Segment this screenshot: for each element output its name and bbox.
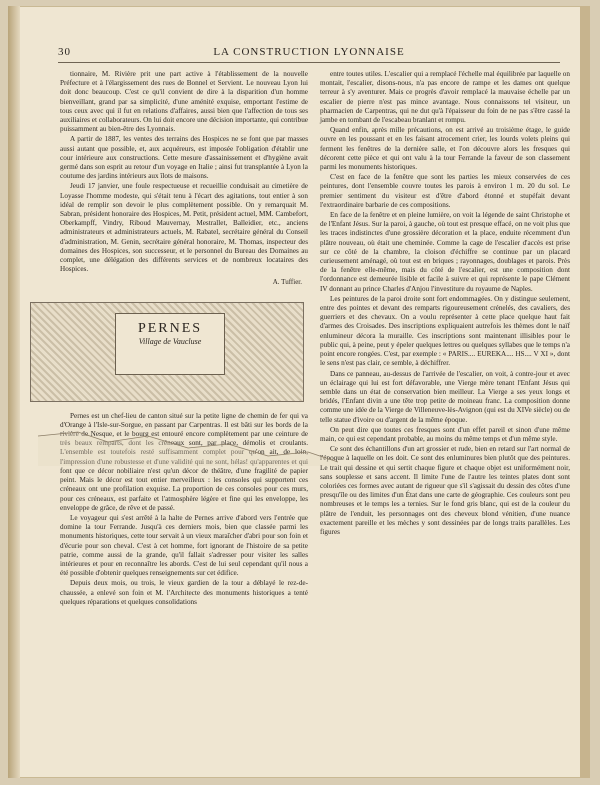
- paragraph: On peut dire que toutes ces fresques sont d'un effet pareil et sinon d'une même main, ce qui est cependant probable, au moins du même temps et d'un même style.: [320, 425, 570, 443]
- page-number: 30: [58, 46, 71, 58]
- paragraph: C'est en face de la fenêtre que sont les parties les mieux conservées de ces peintures, dont l'ensemble couvre toutes les parois à environ 1 m. 20 du sol. Le premier sentiment du visiteur est d'être d'abord étonné et stupéfait devant l'extraordinaire barbarie de ces compositions.: [320, 173, 570, 209]
- paragraph: entre toutes utiles. L'escalier qui a remplacé l'échelle mal équilibrée par laquelle on montait, l'escalier, disons-nous, n'a pas encore de rampe et les dames ont quelque terreur à s'y aventurer. Mais ce progrès d'avoir remplacé la mauvaise échelle par un escalier de pierre n'est pas mince avantage. Nous connaissons tel visiteur, un pharmacien de Carpentras, qui ne dut qu'à l'épaisseur du foin de ne pas s'être cassé la jambe en tombant de l'escabeau branlant et rompu.: [320, 70, 570, 125]
- newspaper-page: [8, 6, 590, 778]
- paragraph: tionnaire, M. Rivière prit une part active à l'établissement de la nouvelle Préfecture et à l'élargissement des rues de Bonnel et Servient. Le nouveau Lyon lui doit donc beaucoup. C'est ce qu'il convient de dire à la disparition d'un homme bienveillant, grand par sa simplicité, d'une aménité exquise, emportant l'estime de tous ceux avec qui il fut en relations d'affaires, aussi bien que l'affection de tous ses auxiliaires et collaborateurs. On lui doit encore une décision importante, qui contribue puissamment au bien-être des Lyonnais.: [60, 70, 308, 134]
- paragraph: Jeudi 17 janvier, une foule respectueuse et recueillie conduisait au cimetière de Loyasse l'homme modeste, qui s'était tenu à l'écart des agitations, tout entier à son idéal de remplir son devoir le plus complètement possible. On y remarquait M. Sabran, président honoraire des Hospices, M. Petit, président actuel, MM. Cambefort, Oberkampff, Vindry, Riboud Mauvernay, Mestrallet, Balleidier, etc., anciens administrateurs et administrateurs actuels, M. Rabatel, secrétaire général du Conseil d'administration, M. Genin, secrétaire général honoraire, M. Thomas, inspecteur des domaines des Hospices, son successeur, et le personnel du Bureau des Domaines au complet, une délégation des différents services et de nombreux locataires des Hospices.: [60, 182, 308, 274]
- page-edge: [580, 6, 590, 778]
- paragraph: Pernes est un chef-lieu de canton situé sur la petite ligne de chemin de fer qui va d'Orange à l'Isle-sur-Sorgue, en passant par Carpentras. Il est bâti sur les bords de la rivière de Nesque, et le bourg est entouré encore complètement par une ceinture de très beaux remparts, dont les créneaux sont, par place, démolis et croulants. L'ensemble est toutefois resté suffisamment complet pour qu'on ait, de loin, l'impression d'une robustesse et d'une validité qui ne sont, hélas! qu'apparentes et qui font que ce décor nobiliaire n'est qu'un décor de théâtre, d'une fragilité de papier peint. Mais le décor est tout entier merveilleux : les consoles qui supportent ces créneaux ont une profilation exquise. La proportion de ces consoles pour ces murs, pour ces créneaux, est parfaite et l'atmosphère légère et fine qui les enveloppe, les enveloppe de grâce, de rêve et de passé.: [60, 411, 308, 512]
- paragraph: En face de la fenêtre et en pleine lumière, on voit la légende de saint Christophe et de l'Enfant Jésus. Sur la paroi, à gauche, où tout est presque effacé, on ne voit plus que les traces indistinctes d'une grossière décoration et la place, enduite récemment d'un plâtre nouveau, où était une cheminée. Comme la cage de l'escalier d'accès est prise sur ce côté de la chambre, la cloison d'échiffre se continue par un placard curieusement aménagé, où tout est en briques ; rayonnages, doublages et parois. Près de la fenêtre elle-même, mais du côté de l'escalier, est une composition dont l'ordonnance est demeurée lisible et facile à suivre et qui représente le pape Clément IV donnant au prince Charles d'Anjou l'investiture du royaume de Naples.: [320, 211, 570, 293]
- left-column: [60, 70, 308, 607]
- right-column: [320, 70, 570, 537]
- journal-title: LA CONSTRUCTION LYONNAISE: [213, 46, 405, 58]
- section-subtitle: Village de Vaucluse: [138, 336, 202, 346]
- article-signature: A. Tuffier.: [272, 278, 302, 287]
- paragraph: Le voyageur qui s'est arrêté à la halte de Pernes arrive d'abord vers l'entrée que domine la tour Ferrande. Jusqu'à ces derniers mois, bien que classée parmi les monuments historiques, cette tour servait à un vieux maraîcher d'abri pour son foin et d'écurie pour son cheval. C'est à cet homme, fort ignorant de l'histoire de sa petite patrie, comme aussi de la grande, qu'il fallait s'adresser pour visiter les salles intérieures et pour en reconnaître les abords. C'est de lui seul cependant qu'il nous a été possible d'obtenir quelques renseignements sur cet édifice.: [60, 513, 308, 578]
- running-header: [58, 44, 560, 63]
- paragraph: Dans ce panneau, au-dessus de l'arrivée de l'escalier, on voit, à contre-jour et avec un éclairage qui lui est fort défavorable, une Vierge mère tenant l'Enfant Jésus qui semble dans un état de conservation bien meilleur. La Vierge a ses yeux longs et bridés, l'Enfant divin a une tête trop petite de moineau franc. La composition donne comme une idée de la Vierge de Villeneuve-lès-Avignon (qui est du XIVe siècle) ou de telle statue d'ivoire ou d'argent de la même époque.: [320, 369, 570, 424]
- section-title: PERNES: [137, 320, 203, 336]
- paragraph: Les peintures de la paroi droite sont fort endommagées. On y distingue seulement, entre des pointes et devant des remparts rigoureusement crénelés, des cavaliers, des guerriers et des chevaux. On a voulu représenter à cette place quelque haut fait d'armes des Croisades. Des inscriptions expliquaient autrefois les thèmes dont le naïf enlumineur décora la muraille. Ces inscriptions sont maintenant illisibles pour le public qui, à peine, peut y épeler quelques lettres ou quelques syllabes que le temps n'a point encore rongées. C'est, par exemple : « PARIS.... EUREKA.... HS.... V XI », dont le sens n'est pas clair, ce semble, à déchiffrer.: [320, 294, 570, 368]
- paragraph: Quand enfin, après mille précautions, on est arrivé au troisième étage, le guide ouvre en les poussant et en les faisant atrocement crier, les lourds volets pleins qui ferment les fenêtres de la dernière salle, et l'on découvre alors les fresques qui décorent cette pièce et qui ont valu à la tour Ferrande la faveur de son classement parmi les monuments historiques.: [320, 126, 570, 172]
- paragraph: A partir de 1887, les ventes des terrains des Hospices ne se font que par masses aussi autant que possible, et, aux acquéreurs, est imposée l'obligation d'établir une cour intérieure aux constructions. Cette mesure d'assainissement et d'hygiène avait germé dans son esprit au retour d'un voyage en Italie ; ainsi fut transplantée à Lyon la coutume des jardins intérieurs aux îlots de maisons.: [60, 135, 308, 181]
- paragraph: Depuis deux mois, ou trois, le vieux gardien de la tour a déblayé le rez-de-chaussée, a enlevé son foin et M. l'Architecte des monuments historiques a tenté quelques réparations et quelques consolidations: [60, 579, 308, 606]
- section-vignette: [30, 302, 304, 402]
- page-spine-shadow: [8, 6, 20, 778]
- paragraph: Ce sont des échantillons d'un art grossier et rude, bien en retard sur l'art normal de l'époque à laquelle on les doit. Ce sont des enluminures bien plutôt que des peintures. Le trait qui dessine et qui sertit chaque figure et chaque objet est uniformément noir, sans souplesse et sans accent. Il limite l'une de l'autre les teintes plates dont sont coloriées ces formes avec autant de rigueur que s'il s'agissait du dessin des côtes d'une presqu'île ou des limites d'un État dans une carte de géographie. Ces couleurs sont peu nombreuses et le temps les a ternies. Sur le fond gris blanc, qui est de la couleur du plâtre de l'enduit, les personnages ont des cheveux blond vénitien, d'une nuance exactement pareille et les mèches y sont dessinées par de longs traits parallèles. Les figures: [320, 445, 570, 536]
- vignette-panel: [115, 313, 225, 375]
